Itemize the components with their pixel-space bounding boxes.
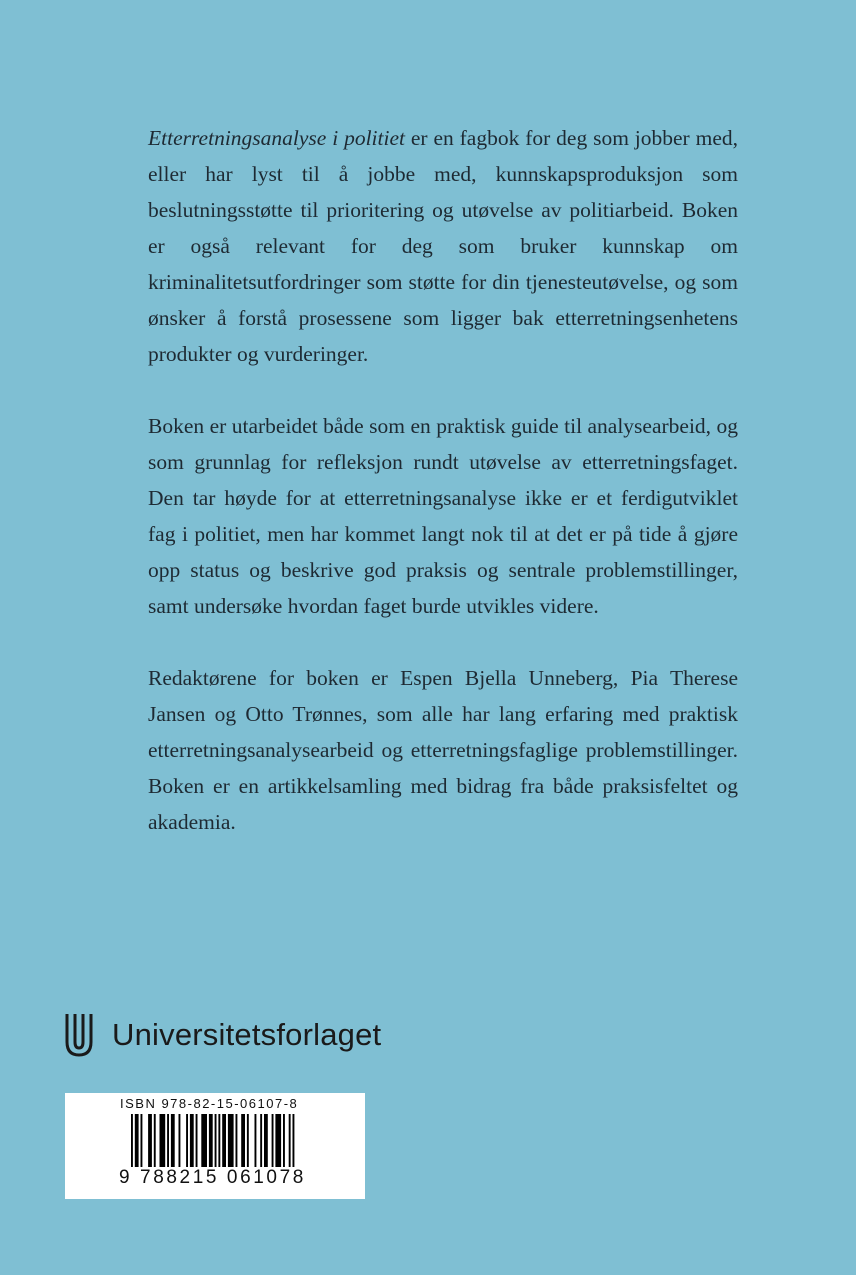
barcode-digits: 9 788215 061078 xyxy=(119,1167,306,1188)
barcode-bar xyxy=(141,1114,143,1174)
barcode-bar xyxy=(264,1114,268,1174)
barcode-bar xyxy=(228,1114,234,1174)
isbn-label: ISBN 978-82-15-06107-8 xyxy=(120,1096,299,1111)
publisher-name: Universitetsforlaget xyxy=(112,1017,382,1052)
barcode-bar xyxy=(201,1114,207,1174)
barcode-bar xyxy=(289,1114,291,1174)
barcode-bar xyxy=(241,1114,245,1174)
publisher-block xyxy=(64,1012,381,1058)
book-title: Etterretningsanalyse i politiet xyxy=(148,126,405,150)
barcode-bar xyxy=(179,1114,181,1174)
barcode-bar xyxy=(272,1114,274,1174)
blurb-paragraph-2: Boken er utarbeidet både som en praktisk guide til analysearbeid, og som grunnlag for refleksjon rundt utøvelse av etterretningsfaget. Den tar høyde for at etterretningsanalyse ikke er et ferdigutviklet fag i politiet, men har kommet langt nok til at det er på tide å gjøre opp status og beskrive god praksis og sentrale problemstillinger, samt undersøke hvordan faget burde utvikles videre. xyxy=(148,414,738,618)
barcode-bar xyxy=(196,1114,198,1174)
barcode-bar xyxy=(171,1114,175,1174)
isbn-barcode xyxy=(65,1093,365,1199)
barcode-bar xyxy=(190,1114,194,1174)
back-cover-blurb xyxy=(148,120,738,876)
blurb-paragraph-1 xyxy=(148,120,738,372)
barcode-bar xyxy=(260,1114,262,1174)
barcode-bar xyxy=(255,1114,257,1174)
barcode-bar xyxy=(160,1114,166,1174)
barcode-bar xyxy=(154,1114,156,1174)
barcode-bar xyxy=(275,1114,281,1174)
blurb-paragraph-1-text: er en fagbok for deg som jobber med, eller har lyst til å jobbe med, kunnskapsproduksjon som beslutningsstøtte til prioritering og utøvelse av politiarbeid. Boken er også relevant for deg som bruker kunnskap om kriminalitetsutfordringer som støtte for din tjenesteutøvelse, og som ønsker å forstå prosessene som ligger bak etterretningsenhetens produkter og vurderinger. xyxy=(148,126,738,366)
barcode-bar xyxy=(209,1114,213,1174)
barcode-bar xyxy=(236,1114,238,1174)
barcode-bar xyxy=(222,1114,226,1174)
blurb-paragraph-3: Redaktørene for boken er Espen Bjella Unneberg, Pia Therese Jansen og Otto Trønnes, som alle har lang erfaring med praktisk etterretningsanalysearbeid og etterretningsfaglige problemstillinger. Boken er en artikkelsamling med bidrag fra både praksisfeltet og akademia. xyxy=(148,666,738,834)
barcode-bar xyxy=(247,1114,249,1174)
barcode-bar xyxy=(283,1114,285,1174)
barcode-bar xyxy=(167,1114,169,1174)
u-logo-icon xyxy=(64,1012,94,1058)
barcode-bar xyxy=(186,1114,188,1174)
barcode-bar xyxy=(148,1114,152,1174)
